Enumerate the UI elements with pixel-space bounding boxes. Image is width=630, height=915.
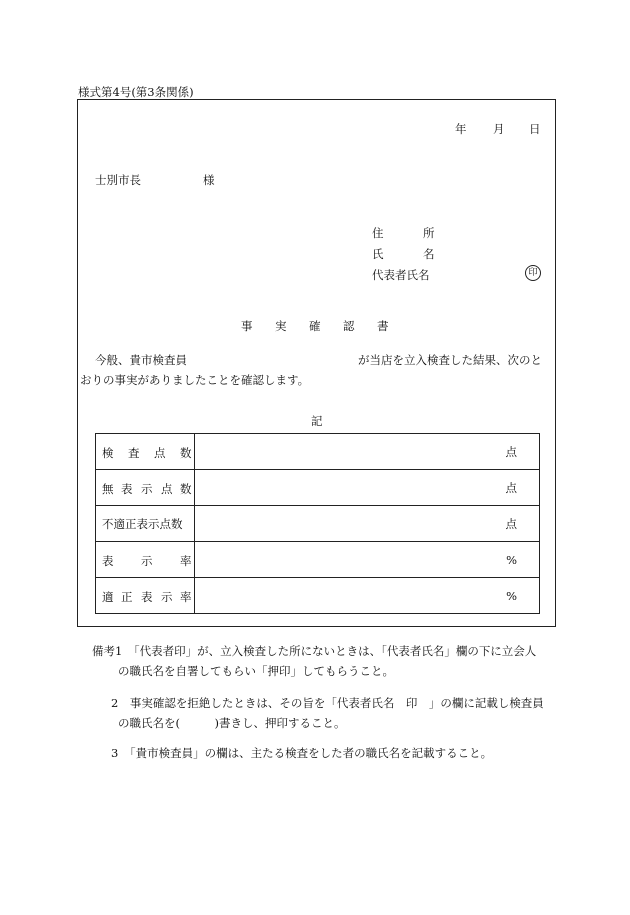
label-char: 適 (102, 589, 114, 604)
table-value-cell[interactable] (195, 506, 540, 542)
date-day-label: 日 (529, 122, 541, 136)
title-char: 事 (241, 319, 253, 333)
title-char: 認 (343, 319, 355, 333)
table-value-cell[interactable] (195, 434, 540, 470)
table-label-cell (96, 542, 195, 578)
title-char: 実 (275, 319, 287, 333)
title-char: 書 (377, 319, 389, 333)
body-line-1-start: 今般、貴市検査員 (95, 353, 187, 367)
note-2-line-1: 2 事実確認を拒絶したときは、その旨を「代表者氏名 印 」の欄に記載し検査員 (111, 696, 544, 710)
label-char: 示 (161, 589, 173, 604)
table-label-cell (96, 470, 195, 506)
seal-icon: 印 (525, 265, 541, 281)
label-char: 数 (180, 445, 192, 460)
label-char: 示 (141, 553, 153, 568)
table-value-cell[interactable] (195, 470, 540, 506)
label-char: 表 (141, 589, 153, 604)
representative-name-label: 代表者氏名 (372, 268, 430, 282)
unit-label: 点 (505, 480, 517, 495)
table-row (96, 542, 540, 578)
body-line-1-end: が当店を立入検査した結果、次のと (358, 353, 542, 367)
name-label-char-1: 氏 (372, 247, 384, 261)
table-label-cell (96, 506, 195, 542)
table-row (96, 434, 540, 470)
address-label-char-2: 所 (423, 226, 435, 240)
table-row (96, 470, 540, 506)
date-month-label: 月 (493, 122, 505, 136)
table-value-cell[interactable] (195, 578, 540, 614)
table-label-cell (96, 578, 195, 614)
label-char: 率 (180, 553, 192, 568)
note-3-line-1: 3 「貴市検査員」の欄は、主たる検査をした者の職氏名を記載すること。 (111, 746, 493, 760)
table-row (96, 506, 540, 542)
note-1-line-2: の職氏名を自署してもらい「押印」してもらうこと。 (118, 664, 394, 678)
unit-label: % (506, 552, 517, 567)
label-char: 数 (180, 481, 192, 496)
label-char: 表 (121, 481, 133, 496)
label-char: 検 (102, 445, 114, 460)
address-label-char-1: 住 (372, 226, 384, 240)
note-1-line-1: 備考1 「代表者印」が、立入検査した所にないときは、「代表者氏名」欄の下に立会人 (92, 644, 537, 658)
inspection-result-table (95, 433, 540, 614)
label-char: 点 (154, 445, 166, 460)
title-char: 確 (309, 319, 321, 333)
label-char: 査 (128, 445, 140, 460)
date-year-label: 年 (455, 122, 467, 136)
form-number-label: 様式第4号(第3条関係) (78, 85, 194, 99)
addressee-name: 士別市長 (95, 173, 141, 187)
label-char: 率 (180, 589, 192, 604)
ki-label: 記 (311, 414, 323, 428)
name-label-char-2: 名 (423, 247, 435, 261)
table-value-cell[interactable] (195, 542, 540, 578)
label-text: 不適正表示点数 (102, 516, 183, 531)
table-label-cell (96, 434, 195, 470)
note-2-line-2: の職氏名を( )書きし、押印すること。 (118, 716, 346, 730)
label-char: 無 (102, 481, 114, 496)
label-char: 示 (141, 481, 153, 496)
unit-label: 点 (505, 444, 517, 459)
unit-label: % (506, 588, 517, 603)
body-line-2: おりの事実がありましたことを確認します。 (80, 373, 310, 387)
table-row (96, 578, 540, 614)
label-char: 点 (161, 481, 173, 496)
label-char: 表 (102, 553, 114, 568)
unit-label: 点 (505, 516, 517, 531)
addressee-honorific: 様 (203, 173, 215, 187)
label-char: 正 (121, 589, 133, 604)
